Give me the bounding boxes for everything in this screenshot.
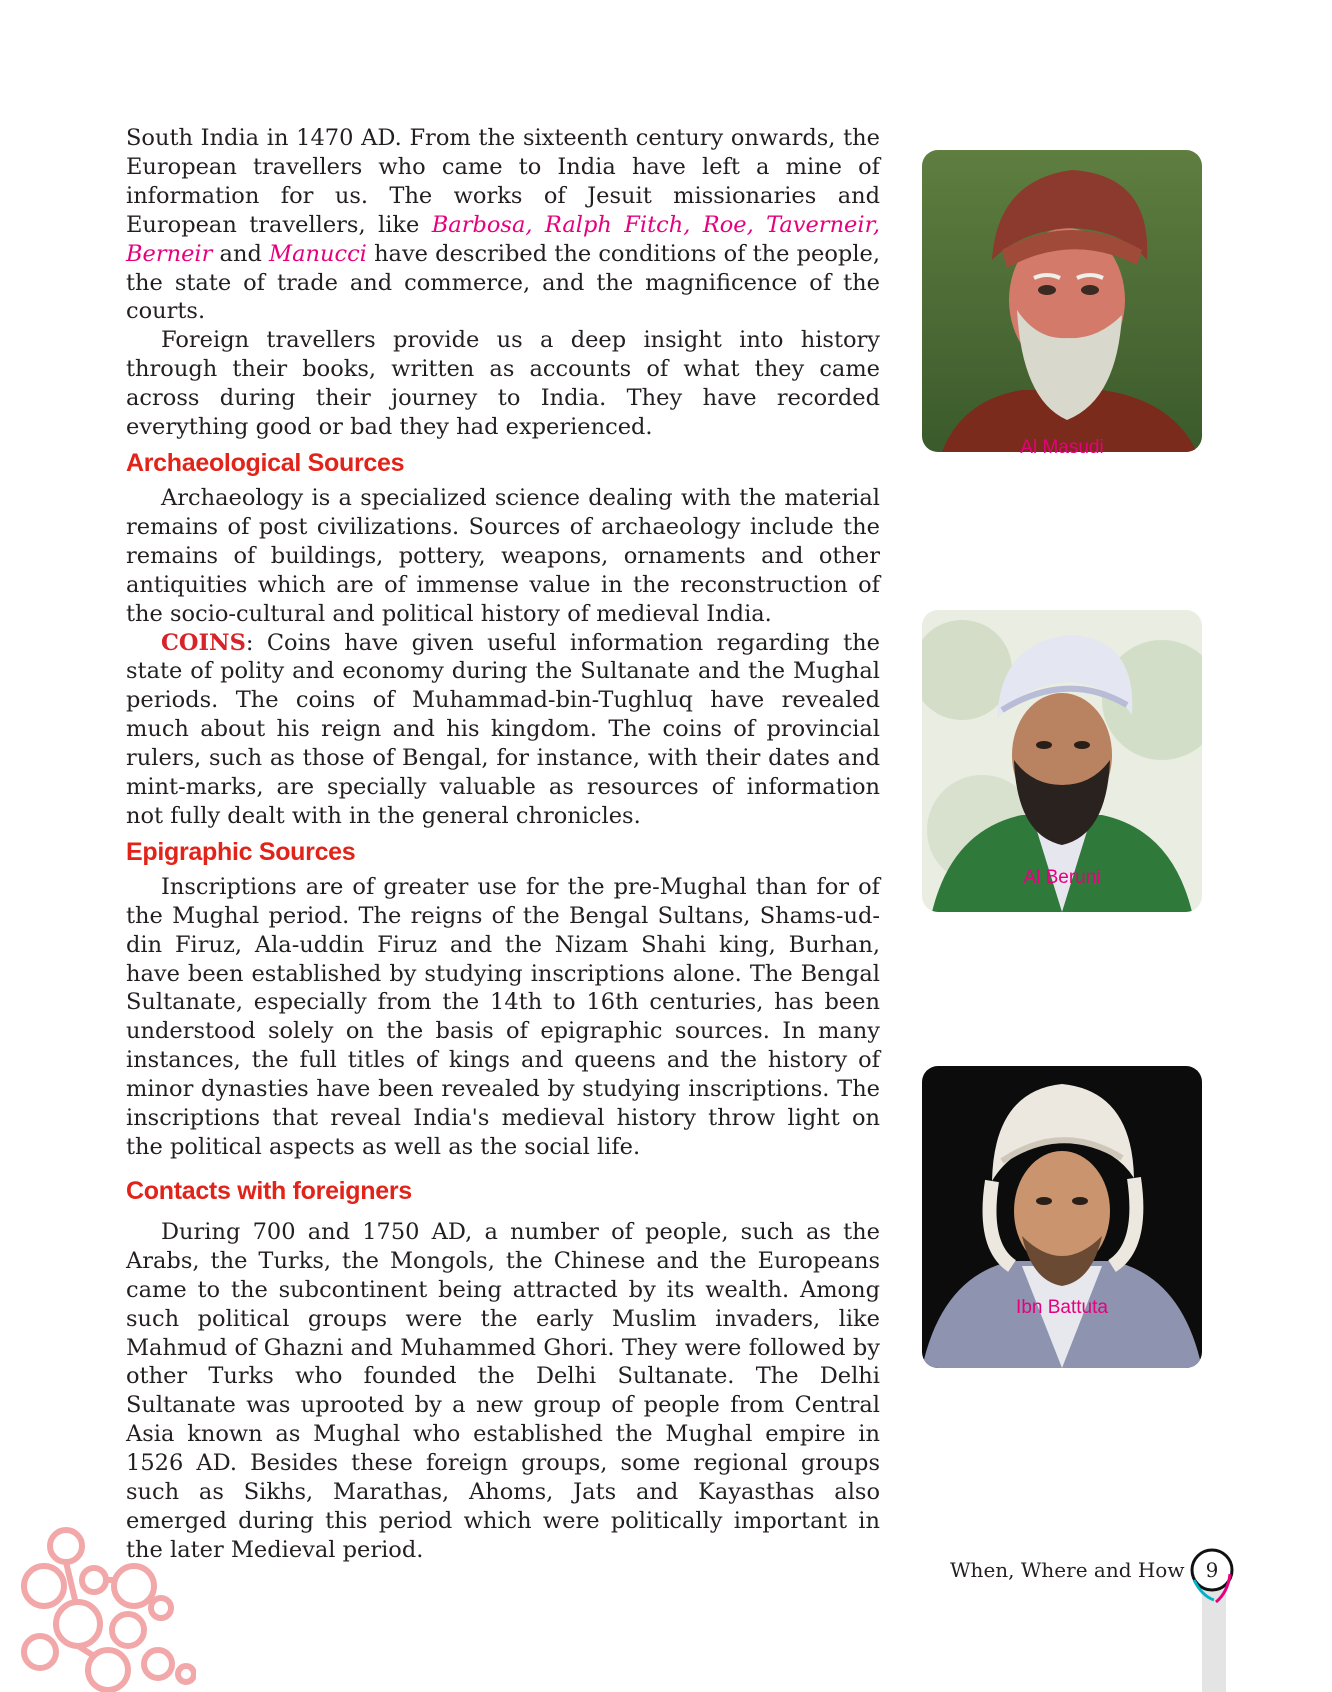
caption-al-masudi: Al Masudi xyxy=(1020,437,1104,458)
epigraphic-heading: Epigraphic Sources xyxy=(126,837,356,866)
portrait-ibn-battuta-image xyxy=(922,1066,1202,1368)
decorative-circles xyxy=(16,1524,196,1692)
coins-label: COINS xyxy=(161,629,246,656)
traveller-names: Barbosa, Ralph Fitch, Roe, Taverneir, Berneir xyxy=(126,211,881,267)
caption-al-beruni: Al Beruni xyxy=(1023,867,1101,888)
contacts-paragraph: During 700 and 1750 AD, a number of people, such as the Arabs, the Turks, the Mongols, the Chinese and the Europeans came to the subcontinent being attracted by its wealth. Among such political groups were the early Muslim invaders, like Mahmud of Ghazni and Muhammed Ghori. They were followed by other Turks who founded the Delhi Sultanate. The Delhi Sultanate was uprooted by a new group of people from Central Asia known as Mughal who established the Mughal empire in 1526 AD. Besides these foreign groups, some regional groups such as Sikhs, Marathas, Ahoms, Jats and Kayasthas also emerged during this period which were politically important in the later Medieval period. xyxy=(126,1218,880,1563)
page-number: 9 xyxy=(1205,1558,1219,1582)
coins-text: : Coins have given useful information regarding the state of polity and economy during the Sultanate and the Mughal periods. The coins of Muhammad-bin-Tughluq have revealed much about his reign and his kingdom. The coins of provincial rulers, such as those of Bengal, for instance, with their dates and mint-marks, are specially valuable as resources of information not fully dealt with in the general chronicles. xyxy=(126,629,880,829)
contacts-heading: Contacts with foreigners xyxy=(126,1176,412,1205)
intro-text-a: South India in 1470 AD. From the sixteenth century onwards, the European travellers who came to India have left a mine of information for us. The works of Jesuit missionaries and European travellers, like xyxy=(126,125,880,238)
epigraphic-paragraph: Inscriptions are of greater use for the pre-Mughal than for of the Mughal period. The reigns of the Bengal Sultans, Shams-ud-din Firuz, Ala-uddin Firuz and the Nizam Shahi king, Burhan, have been established by studying inscriptions alone. The Bengal Sultanate, especially from the 14th to 16th centuries, has been understood solely on the basis of epigraphic sources. In many instances, the full titles of kings and queens and the history of minor dynasties have been revealed by studying inscriptions. The inscriptions that reveal India's medieval history throw light on the political aspects as well as the social life. xyxy=(126,873,880,1160)
main-column xyxy=(126,124,880,1565)
intro-paragraph xyxy=(126,124,880,326)
archaeological-heading: Archaeological Sources xyxy=(126,448,405,477)
footer-book-title: When, Where and How xyxy=(950,1558,1185,1582)
foreign-travellers-paragraph: Foreign travellers provide us a deep insight into history through their books, written as accounts of what they came across during their journey to India. They have recorded everything good or bad they had experienced. xyxy=(126,327,880,441)
portrait-ibn-battuta xyxy=(922,1066,1202,1368)
intro-text-c: have described the conditions of the people, the state of trade and commerce, and the magnificence of the courts. xyxy=(126,240,880,325)
portrait-al-masudi-image xyxy=(922,150,1202,452)
intro-text-b: and xyxy=(212,240,270,267)
portrait-al-masudi xyxy=(922,150,1202,452)
coins-paragraph xyxy=(126,629,880,831)
traveller-manucci: Manucci xyxy=(269,240,367,267)
caption-ibn-battuta: Ibn Battuta xyxy=(1016,1297,1108,1318)
archaeology-paragraph: Archaeology is a specialized science dealing with the material remains of post civilizations. Sources of archaeology include the remains of buildings, pottery, weapons, ornaments and other antiquities which are of immense value in the reconstruction of the socio-cultural and political history of medieval India. xyxy=(126,484,880,627)
